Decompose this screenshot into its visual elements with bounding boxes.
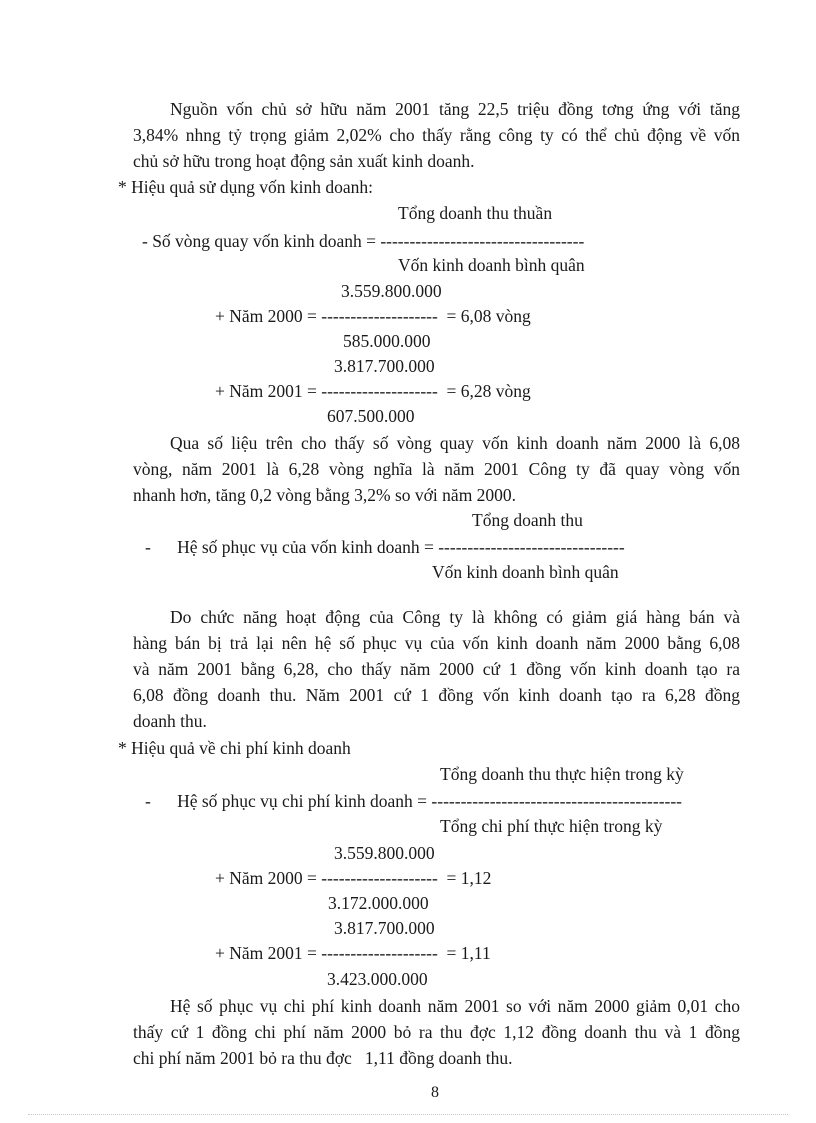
paragraph-1-line-2: 3,84% nhng tỷ trọng giảm 2,02% cho thấy rằng công ty có thể chủ động về vốn (133, 125, 740, 145)
calc-1-2000-denominator: 585.000.000 (343, 331, 431, 351)
paragraph-2-line-1: Qua số liệu trên cho thấy số vòng quay vốn kinh doanh năm 2000 là 6,08 (170, 433, 740, 453)
paragraph-2-line-2: vòng, năm 2001 là 6,28 vòng nghĩa là năm 2001 Công ty đã quay vòng vốn (133, 459, 740, 479)
paragraph-3-line-3: và năm 2001 bằng 6,28, cho thấy năm 2000 cứ 1 đồng vốn kinh doanh tạo ra (133, 659, 740, 679)
formula-2-numerator: Tổng doanh thu (472, 510, 583, 530)
formula-1-label: - Số vòng quay vốn kinh doanh = ----------------------------------- (142, 231, 585, 251)
page-number: 8 (431, 1084, 439, 1101)
paragraph-2-line-3: nhanh hơn, tăng 0,2 vòng bằng 3,2% so với năm 2000. (133, 485, 517, 505)
calc-1-2000-equation: + Năm 2000 = -------------------- = 6,08 vòng (215, 306, 531, 326)
calc-2-2001-denominator: 3.423.000.000 (327, 969, 428, 989)
calc-1-2001-equation: + Năm 2001 = -------------------- = 6,28 vòng (215, 381, 531, 401)
paragraph-4-line-3: chi phí năm 2001 bỏ ra thu đợc 1,11 đồng doanh thu. (133, 1048, 513, 1068)
formula-3-numerator: Tổng doanh thu thực hiện trong kỳ (440, 764, 684, 784)
paragraph-3-line-1: Do chức năng hoạt động của Công ty là không có giảm giá hàng bán và (170, 607, 740, 627)
formula-2-label: - Hệ số phục vụ của vốn kinh doanh = -------------------------------- (145, 537, 625, 557)
paragraph-1-line-1: Nguồn vốn chủ sở hữu năm 2001 tăng 22,5 triệu đồng tơng ứng với tăng (170, 99, 740, 119)
paragraph-4-line-1: Hệ số phục vụ chi phí kinh doanh năm 2001 so với năm 2000 giảm 0,01 cho (170, 996, 740, 1016)
page-footer-divider (28, 1114, 788, 1115)
paragraph-3-line-5: doanh thu. (133, 711, 207, 731)
paragraph-1-line-3: chủ sở hữu trong hoạt động sản xuất kinh doanh. (133, 151, 475, 171)
calc-1-2001-denominator: 607.500.000 (327, 406, 415, 426)
calc-2-2000-denominator: 3.172.000.000 (328, 893, 429, 913)
section-heading-cost-efficiency: * Hiệu quả về chi phí kinh doanh (118, 738, 351, 758)
formula-1-numerator: Tổng doanh thu thuần (398, 203, 553, 223)
paragraph-3-line-2: hàng bán bị trả lại nên hệ số phục vụ của vốn kinh doanh năm 2000 bằng 6,08 (133, 633, 740, 653)
formula-3-denominator: Tổng chi phí thực hiện trong kỳ (440, 816, 663, 836)
calc-2-2001-equation: + Năm 2001 = -------------------- = 1,11 (215, 943, 491, 963)
section-heading-capital-efficiency: * Hiệu quả sử dụng vốn kinh doanh: (118, 177, 373, 197)
calc-1-2001-numerator: 3.817.700.000 (334, 356, 435, 376)
formula-3-label: - Hệ số phục vụ chi phí kinh doanh = ------------------------------------------- (145, 791, 683, 811)
calc-2-2000-equation: + Năm 2000 = -------------------- = 1,12 (215, 868, 492, 888)
calc-2-2001-numerator: 3.817.700.000 (334, 918, 435, 938)
formula-1-denominator: Vốn kinh doanh bình quân (398, 255, 585, 275)
paragraph-3-line-4: 6,08 đồng doanh thu. Năm 2001 cứ 1 đồng vốn kinh doanh tạo ra 6,28 đồng (133, 685, 740, 705)
calc-1-2000-numerator: 3.559.800.000 (341, 281, 442, 301)
paragraph-4-line-2: thấy cứ 1 đồng chi phí năm 2000 bỏ ra thu đợc 1,12 đồng doanh thu và 1 đồng (133, 1022, 740, 1042)
calc-2-2000-numerator: 3.559.800.000 (334, 843, 435, 863)
formula-2-denominator: Vốn kinh doanh bình quân (432, 562, 619, 582)
